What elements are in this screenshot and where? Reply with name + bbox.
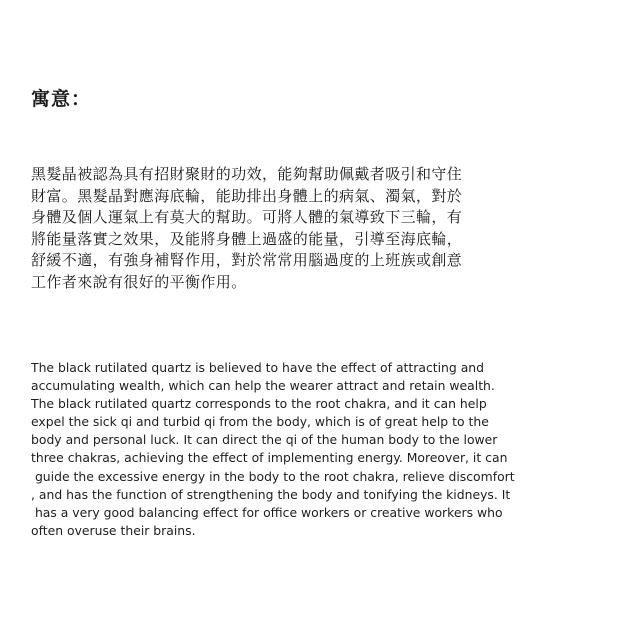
english-text-line: , and has the function of strengthening the body and tonifying the kidneys. It (31, 486, 511, 502)
chinese-text-line: 財富。黑髮晶對應海底輪，能助排出身體上的病氣、濁氣，對於 (31, 186, 463, 205)
english-text-line: body and personal luck. It can direct the qi of the human body to the lower (31, 432, 498, 448)
chinese-text-line: 舒緩不適，有強身補腎作用，對於常常用腦過度的上班族或創意 (31, 251, 463, 269)
chinese-text-line: 身體及個人運氣上有莫大的幫助。可將人體的氣導致下三輪，有 (31, 208, 463, 226)
english-text-line: expel the sick qi and turbid qi from the body, which is of great help to the (31, 414, 489, 430)
chinese-text-line: 將能量落實之效果，及能將身體上過盛的能量，引導至海底輪， (31, 229, 463, 248)
english-text-line: The black rutilated quartz corresponds to the root chakra, and it can help (31, 396, 487, 412)
english-text-line: three chakras, achieving the effect of implementing energy. Moreover, it can (31, 450, 508, 466)
chinese-text-line: 工作者來說有很好的平衡作用。 (31, 272, 247, 291)
english-text-line: has a very good balancing effect for office workers or creative workers who (31, 504, 503, 520)
meaning-heading: 寓意： (31, 88, 92, 110)
english-description (31, 359, 531, 540)
english-text-line: The black rutilated quartz is believed to have the effect of attracting and (31, 360, 485, 375)
english-text-line: guide the excessive energy in the body to the root chakra, relieve discomfort (31, 468, 515, 484)
english-text-line: accumulating wealth, which can help the wearer attract and retain wealth. (31, 378, 495, 394)
english-text-line: often overuse their brains. (31, 522, 196, 538)
chinese-text-line: 黑髮晶被認為具有招財聚財的功效，能夠幫助佩戴者吸引和守住 (31, 165, 463, 183)
chinese-description (31, 164, 501, 293)
